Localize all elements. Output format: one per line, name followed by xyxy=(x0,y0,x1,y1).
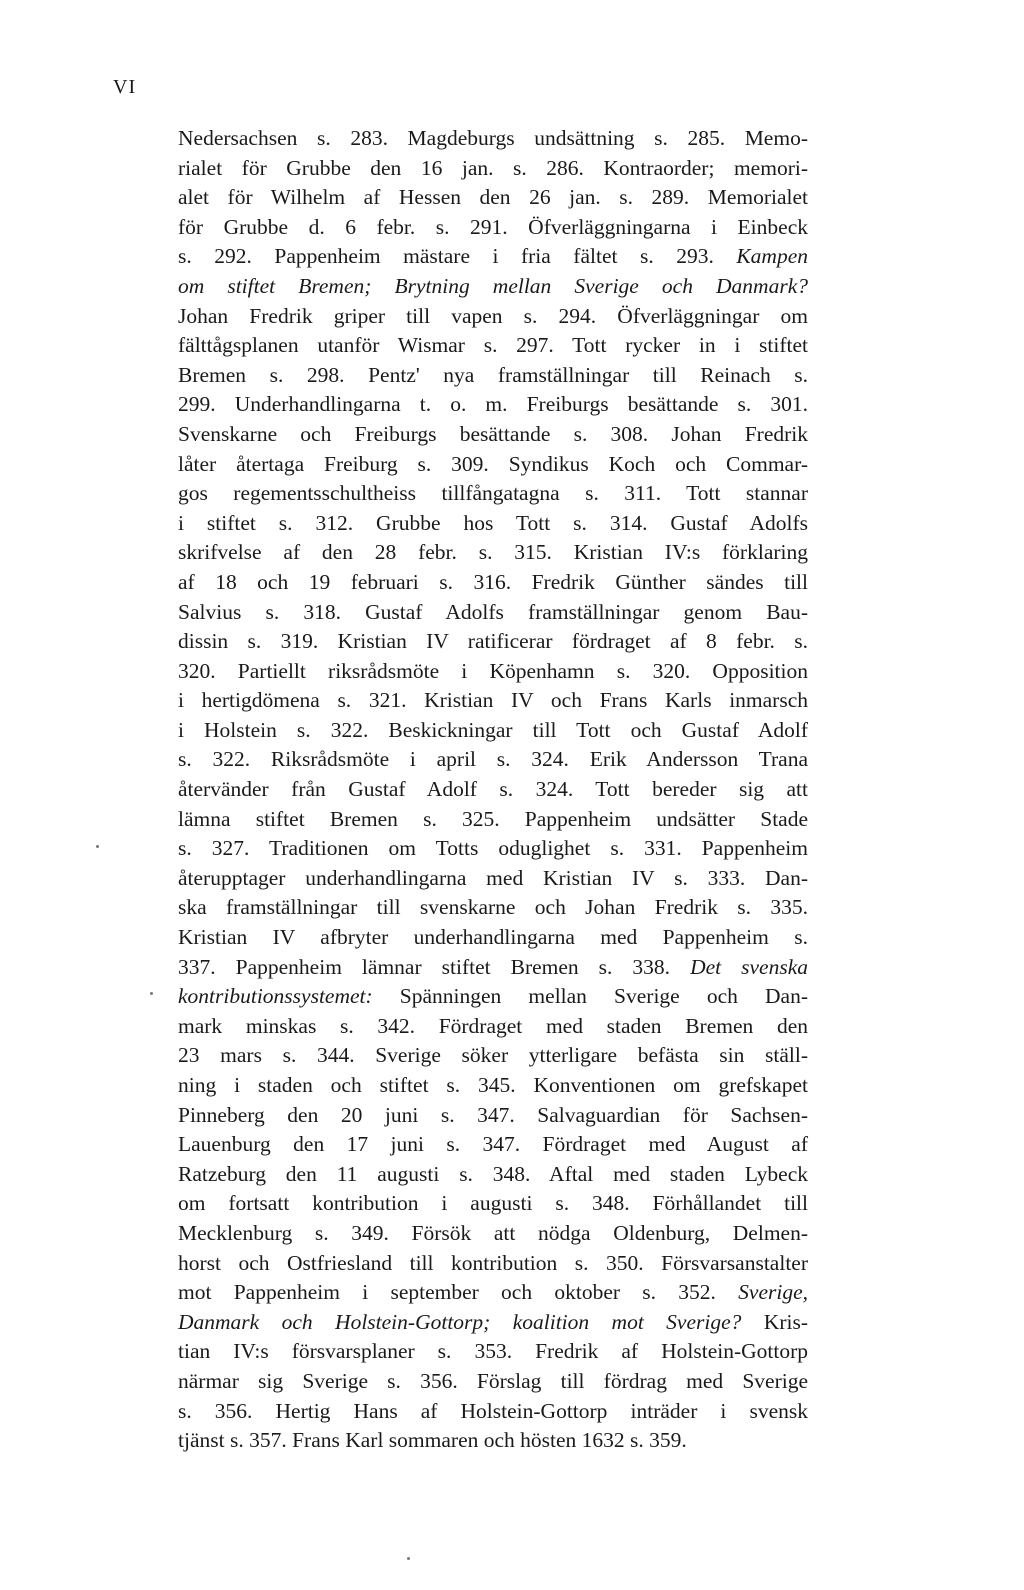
text-segment: af 18 och 19 februari s. 316. Fredrik Günther sändes till xyxy=(178,569,808,594)
text-line xyxy=(178,1397,808,1427)
text-line xyxy=(178,716,808,746)
text-line xyxy=(178,805,808,835)
text-line xyxy=(178,1071,808,1101)
text-segment: 320. Partiellt riksrådsmöte i Köpenhamn s. 320. Opposition xyxy=(178,658,808,683)
text-segment: gos regementsschultheiss tillfångatagna s. 311. Tott stannar xyxy=(178,481,808,506)
text-segment: dissin s. 319. Kristian IV ratificerar fördraget af 8 febr. s. xyxy=(178,629,808,654)
italic-text-segment: Danmark och Holstein-Gottorp; koalition mot Sverige? xyxy=(178,1309,742,1334)
text-segment: skrifvelse af den 28 febr. s. 315. Kristian IV:s förklaring xyxy=(178,540,808,565)
text-line xyxy=(178,390,808,420)
text-line xyxy=(178,272,808,302)
text-segment: Svenskarne och Freiburgs besättande s. 308. Johan Fredrik xyxy=(178,421,808,446)
text-line xyxy=(178,1249,808,1279)
text-segment: horst och Ostfriesland till kontribution s. 350. Försvarsanstalter xyxy=(178,1250,808,1275)
text-segment: ning i staden och stiftet s. 345. Konventionen om grefskapet xyxy=(178,1073,808,1097)
text-line xyxy=(178,538,808,568)
text-segment: 337. Pappenheim lämnar stiftet Bremen s. 338. xyxy=(178,954,691,979)
speck-mark xyxy=(96,845,99,848)
text-segment: s. 322. Riksrådsmöte i april s. 324. Erik Andersson Trana xyxy=(178,747,808,772)
text-line xyxy=(178,1337,808,1367)
text-segment: Ratzeburg den 11 augusti s. 348. Aftal med staden Lybeck xyxy=(178,1161,808,1186)
text-line xyxy=(178,982,808,1012)
text-line xyxy=(178,1130,808,1160)
italic-text-segment: Det svenska xyxy=(690,954,808,979)
text-segment: lämna stiftet Bremen s. 325. Pappenheim undsätter Stade xyxy=(178,806,808,831)
italic-text-segment: kontributionssystemet: xyxy=(178,984,373,1009)
text-segment: rialet för Grubbe den 16 jan. s. 286. Kontraorder; memori- xyxy=(178,155,808,180)
text-line xyxy=(178,331,808,361)
text-segment: Nedersachsen s. 283. Magdeburgs undsättning s. 285. Memo- xyxy=(178,126,808,150)
text-line xyxy=(178,953,808,983)
italic-text-segment: Kampen xyxy=(736,244,808,269)
text-segment: tian IV:s försvarsplaner s. 353. Fredrik af Holstein-Gottorp xyxy=(178,1339,808,1364)
text-line xyxy=(178,864,808,894)
text-segment: s. 292. Pappenheim mästare i fria fältet s. 293. xyxy=(178,244,737,269)
text-segment: Kris- xyxy=(741,1309,808,1334)
text-segment: Pinneberg den 20 juni s. 347. Salvaguardian för Sachsen- xyxy=(178,1102,808,1127)
text-segment: mark minskas s. 342. Fördraget med staden Bremen den xyxy=(178,1013,808,1038)
text-block xyxy=(178,124,808,1456)
text-line xyxy=(178,1160,808,1190)
text-line xyxy=(178,627,808,657)
text-line xyxy=(178,1367,808,1397)
text-segment: mot Pappenheim i september och oktober s. 352. xyxy=(178,1280,739,1305)
speck-mark xyxy=(407,1557,410,1560)
text-segment: återvänder från Gustaf Adolf s. 324. Tott bereder sig att xyxy=(178,777,808,802)
text-line xyxy=(178,242,808,272)
text-line xyxy=(178,923,808,953)
text-segment: Johan Fredrik griper till vapen s. 294. Öfverläggningar om xyxy=(178,303,808,328)
text-line xyxy=(178,509,808,539)
text-line xyxy=(178,745,808,775)
text-line xyxy=(178,420,808,450)
text-segment: i stiftet s. 312. Grubbe hos Tott s. 314. Gustaf Adolfs xyxy=(178,510,808,535)
text-segment: ska framställningar till svenskarne och Johan Fredrik s. 335. xyxy=(178,895,808,920)
text-segment: närmar sig Sverige s. 356. Förslag till fördrag med Sverige xyxy=(178,1368,808,1393)
text-line xyxy=(178,1041,808,1071)
text-line xyxy=(178,1219,808,1249)
text-segment: för Grubbe d. 6 febr. s. 291. Öfverläggningarna i Einbeck xyxy=(178,214,808,239)
text-segment: tjänst s. 357. Frans Karl sommaren och hösten 1632 s. 359. xyxy=(178,1428,687,1453)
text-segment: Salvius s. 318. Gustaf Adolfs framställningar genom Bau- xyxy=(178,599,808,624)
text-segment: om fortsatt kontribution i augusti s. 348. Förhållandet till xyxy=(178,1191,808,1216)
text-segment: alet för Wilhelm af Hessen den 26 jan. s. 289. Memorialet xyxy=(178,185,808,210)
text-line xyxy=(178,1308,808,1338)
text-line xyxy=(178,450,808,480)
text-segment: låter återtaga Freiburg s. 309. Syndikus Koch och Commar- xyxy=(178,451,808,476)
text-line xyxy=(178,302,808,332)
text-line xyxy=(178,213,808,243)
text-segment: Spänningen mellan Sverige och Dan- xyxy=(372,984,808,1009)
text-line xyxy=(178,183,808,213)
text-line xyxy=(178,568,808,598)
text-segment: återupptager underhandlingarna med Kristian IV s. 333. Dan- xyxy=(178,865,808,890)
italic-text-segment: om stiftet Bremen; Brytning mellan Sverige och Danmark? xyxy=(178,273,808,298)
text-segment: i hertigdömena s. 321. Kristian IV och Frans Karls inmarsch xyxy=(178,688,808,713)
text-segment: fälttågsplanen utanför Wismar s. 297. Tott rycker in i stiftet xyxy=(178,333,808,358)
text-segment: Mecklenburg s. 349. Försök att nödga Oldenburg, Delmen- xyxy=(178,1220,808,1245)
text-line xyxy=(178,598,808,628)
text-line xyxy=(178,893,808,923)
page-number: VI xyxy=(113,76,137,98)
text-line xyxy=(178,1278,808,1308)
text-line xyxy=(178,361,808,391)
text-line xyxy=(178,479,808,509)
text-line xyxy=(178,1101,808,1131)
text-segment: Lauenburg den 17 juni s. 347. Fördraget med August af xyxy=(178,1132,808,1157)
text-segment: 299. Underhandlingarna t. o. m. Freiburgs besättande s. 301. xyxy=(178,392,808,417)
text-segment: Bremen s. 298. Pentz' nya framställningar till Reinach s. xyxy=(178,362,808,387)
text-segment: s. 327. Traditionen om Totts oduglighet s. 331. Pappenheim xyxy=(178,836,808,861)
speck-mark xyxy=(150,992,153,995)
text-line xyxy=(178,657,808,687)
text-line xyxy=(178,834,808,864)
text-line xyxy=(178,124,808,154)
text-line xyxy=(178,154,808,184)
text-line xyxy=(178,686,808,716)
text-line xyxy=(178,775,808,805)
text-line xyxy=(178,1189,808,1219)
text-segment: i Holstein s. 322. Beskickningar till Tott och Gustaf Adolf xyxy=(178,717,808,742)
text-line xyxy=(178,1426,808,1456)
text-segment: 23 mars s. 344. Sverige söker ytterligare befästa sin ställ- xyxy=(178,1043,808,1068)
text-segment: s. 356. Hertig Hans af Holstein-Gottorp inträder i svensk xyxy=(178,1398,808,1423)
text-segment: Kristian IV afbryter underhandlingarna med Pappenheim s. xyxy=(178,925,808,950)
italic-text-segment: Sverige, xyxy=(738,1280,808,1305)
text-line xyxy=(178,1012,808,1042)
